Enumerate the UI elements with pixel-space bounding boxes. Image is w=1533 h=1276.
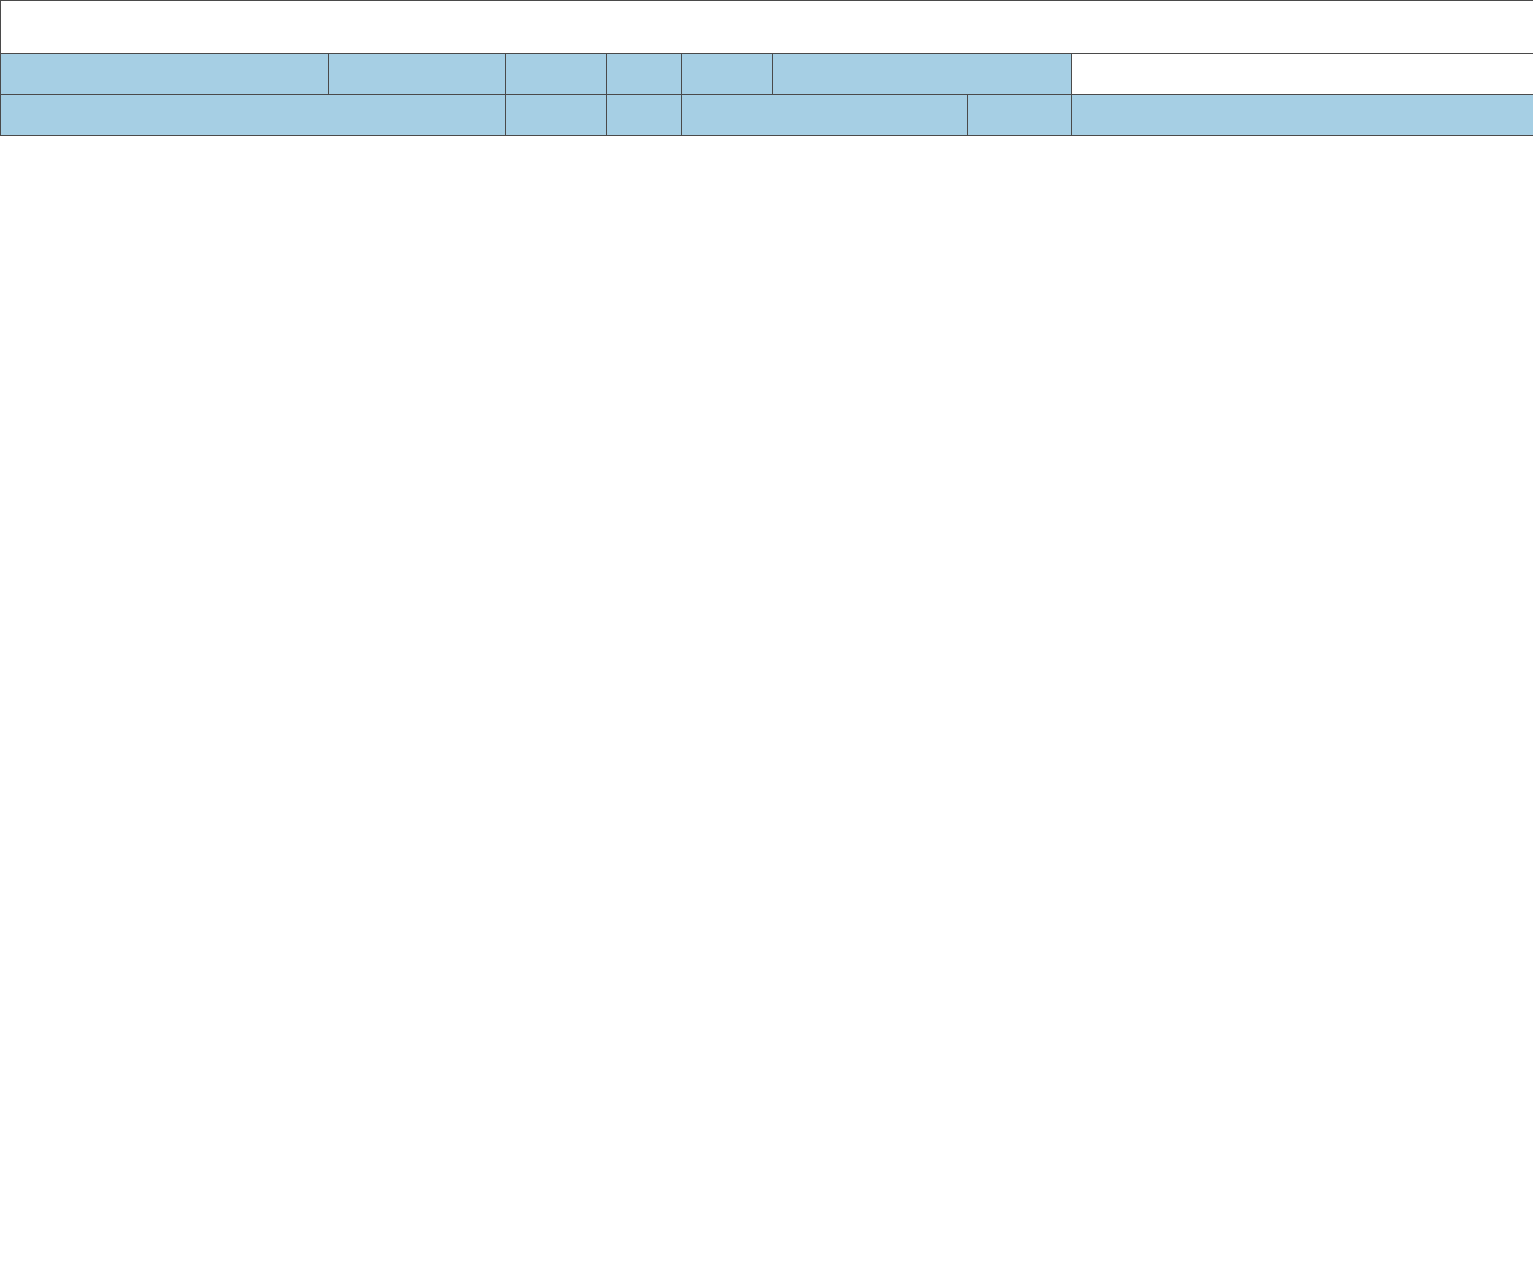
employment-rate-label xyxy=(968,95,1072,136)
employment-rate-value xyxy=(1072,95,1533,136)
employed-count-value xyxy=(682,95,968,136)
avg-salary-value xyxy=(607,54,682,95)
page-title xyxy=(1,1,1533,54)
stat-time-label xyxy=(682,54,773,95)
expected-count-value xyxy=(506,95,607,136)
max-salary-value xyxy=(329,54,506,95)
summary-row-2 xyxy=(1,95,1533,136)
summary-row-1 xyxy=(1,54,1533,95)
expected-count-label xyxy=(1,95,506,136)
stat-time-value xyxy=(773,54,1072,95)
max-salary-label xyxy=(1,54,329,95)
salary-table xyxy=(0,0,1533,136)
avg-salary-label xyxy=(506,54,607,95)
employed-count-label xyxy=(607,95,682,136)
